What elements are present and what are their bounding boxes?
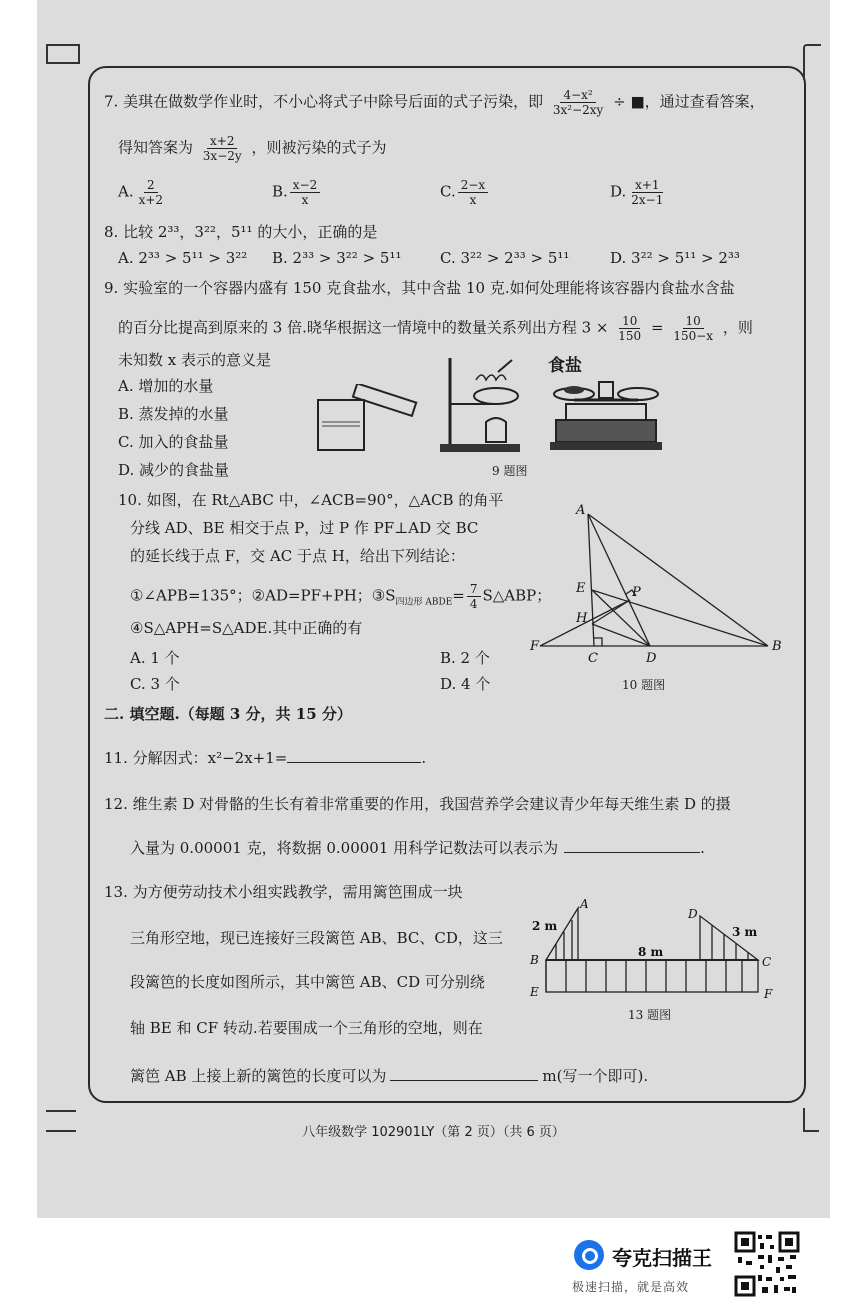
point-label-p: P: [632, 585, 641, 600]
q10-option-a: A. 1 个: [130, 649, 180, 667]
label-cd-length: 3 m: [732, 925, 758, 939]
q10-caption: 10 题图: [622, 678, 666, 692]
option-label: B.: [272, 182, 288, 201]
point-label-e: E: [576, 581, 586, 596]
q10-fraction: [467, 582, 481, 611]
q10-subscript: 四边形 ABDE: [395, 597, 453, 608]
q8-stem: 8. 比较 2³³，3²²，5¹¹ 的大小，正确的是: [104, 223, 378, 241]
frac-den: x: [469, 193, 477, 207]
q13-line5: [130, 1066, 648, 1086]
q10-line5: ④S△APH=S△ADE.其中正确的有: [130, 619, 363, 637]
q9-option-b: B. 蒸发掉的水量: [118, 405, 229, 423]
q7-answer-fraction: [200, 134, 245, 163]
q13-answer-blank[interactable]: [390, 1066, 538, 1081]
segment-be: [592, 590, 768, 646]
q9-equals: =: [650, 318, 664, 337]
q10-option-d: D. 4 个: [440, 675, 491, 693]
qr-code-icon[interactable]: [734, 1231, 800, 1297]
q13-line2: 三角形空地，现已连接好三段篱笆 AB、BC、CD，这三: [130, 929, 503, 947]
q7-text-tail: ÷ ■，通过查看答案，: [613, 92, 765, 111]
q13-fence-figure: [524, 890, 780, 1000]
q10-option-b: B. 2 个: [440, 649, 490, 667]
q9-salt-label: 食盐: [548, 356, 582, 376]
point-label-c: C: [588, 651, 598, 666]
point-label-e: E: [530, 985, 539, 999]
frac-den: 4: [469, 597, 478, 611]
label-bc-length: 8 m: [638, 945, 664, 959]
q9-line1: 9. 实验室的一个容器内盛有 150 克食盐水，其中含盐 10 克.如何处理能将该容器内食盐水含盐: [104, 279, 735, 297]
q12-line1: 12. 维生素 D 对骨骼的生长有着非常重要的作用，我国营养学会建议青少年每天维生素 D 的摄: [104, 795, 731, 813]
option-fraction: [290, 178, 320, 207]
q9-line3: 未知数 x 表示的意义是: [118, 351, 271, 369]
q10-triangle-figure: [526, 498, 788, 668]
q9-beaker-figure: [310, 384, 420, 454]
q13-text: 篱笆 AB 上接上新的篱笆的长度可以为: [130, 1067, 387, 1085]
q11-line: 11. 分解因式：x²−2x+1= .: [104, 749, 427, 767]
q10-line3: 的延长线于点 F，交 AC 于点 H，给出下列结论：: [130, 547, 465, 565]
point-label-d: D: [688, 907, 698, 921]
q9-option-d: D. 减少的食盐量: [118, 461, 230, 479]
segment-ab: [588, 514, 768, 646]
q12-line2: 入量为 0.00001 克，将数据 0.00001 用科学记数法可以表示为 .: [130, 839, 705, 857]
option-label: A.: [118, 182, 134, 201]
frac-num: 2: [144, 178, 158, 193]
q7-option-b: [272, 178, 322, 207]
q7-line2: [118, 134, 386, 163]
frac-den: 150: [618, 329, 642, 343]
point-label-d: D: [646, 651, 657, 666]
q7-answer-label: 得知答案为: [118, 138, 194, 157]
q7-text: 7. 美琪在做数学作业时，不小心将式子中除号后面的式子污染，即: [104, 92, 544, 111]
quark-logo-icon: [574, 1240, 604, 1270]
q7-frac-num: 4−x²: [560, 88, 595, 103]
q9-frac-2: [670, 314, 716, 343]
q12-answer-blank[interactable]: [564, 838, 700, 853]
q8-option-a: A. 2³³ > 5¹¹ > 3²²: [118, 249, 248, 267]
frac-num: x+1: [632, 178, 662, 193]
right-angle-c: [594, 638, 602, 646]
q9-line2: [118, 314, 753, 343]
point-label-f: F: [764, 987, 773, 1000]
q7-fraction: [550, 88, 606, 117]
q10-line2: 分线 AD、BE 相交于点 P，过 P 作 PF⊥AD 交 BC: [130, 519, 479, 537]
q13-text-tail: m(写一个即可).: [542, 1067, 649, 1085]
q9-evaporation-figure: [436, 350, 524, 454]
frac-den: 2x−1: [631, 193, 664, 207]
label-ab-length: 2 m: [532, 919, 558, 933]
q10-conclusions-tail: S△ABP；: [482, 586, 552, 605]
q13-line1: 13. 为方便劳动技术小组实践教学，需用篱笆围成一块: [104, 883, 463, 901]
corner-mark-top-left: [46, 44, 80, 64]
q10-equals: =: [452, 586, 465, 605]
q7-frac-den: 3x²−2xy: [552, 103, 604, 117]
point-label-f: F: [530, 639, 540, 654]
point-label-c: C: [762, 955, 772, 969]
q7-option-c: [440, 178, 490, 207]
corner-mark-top-right: [803, 44, 821, 80]
q8-option-b: B. 2³³ > 3²² > 5¹¹: [272, 249, 402, 267]
frac-den: x: [301, 193, 309, 207]
frac-num: 10: [619, 314, 640, 329]
frac-num: 7: [467, 582, 481, 597]
q12-text: 入量为 0.00001 克，将数据 0.00001 用科学记数法可以表示为: [130, 839, 559, 857]
frac-den: x+2: [138, 193, 164, 207]
q13-caption: 13 题图: [628, 1008, 672, 1022]
q9-frac-1: [615, 314, 644, 343]
frac-num: 2−x: [458, 178, 488, 193]
q7-ans-den: 3x−2y: [202, 149, 242, 163]
option-fraction: [458, 178, 488, 207]
q9-balance-scale-figure: [544, 378, 668, 454]
q10-option-c: C. 3 个: [130, 675, 180, 693]
q13-line4: 轴 BE 和 CF 转动.若要围成一个三角形的空地，则在: [130, 1019, 483, 1037]
q7-ans-num: x+2: [207, 134, 237, 149]
fence-ab: [546, 908, 578, 960]
frac-num: 10: [683, 314, 704, 329]
page-footer: 八年级数学 102901LY（第 2 页）（共 6 页）: [302, 1125, 565, 1140]
q10-line1: 10. 如图，在 Rt△ABC 中，∠ACB=90°，△ACB 的角平: [118, 491, 504, 509]
q7-option-d: [610, 178, 668, 207]
option-fraction: [136, 178, 166, 207]
point-label-a: A: [576, 503, 586, 518]
q10-conclusions: ①∠APB=135°；②AD=PF+PH；③S: [130, 586, 396, 605]
option-label: C.: [440, 182, 456, 201]
section-2-heading: 二. 填空题.（每题 3 分，共 15 分）: [104, 705, 352, 723]
q7-answer-tail: ，则被污染的式子为: [251, 138, 387, 157]
q9-text: 的百分比提高到原来的 3 倍.晓华根据这一情境中的数量关系列出方程 3 ×: [118, 318, 609, 337]
q9-option-c: C. 加入的食盐量: [118, 433, 229, 451]
q13-line3: 段篱笆的长度如图所示，其中篱笆 AB、CD 可分别绕: [130, 973, 485, 991]
frac-den: 150−x: [673, 329, 714, 343]
point-label-a: A: [580, 897, 589, 911]
q11-text: 11. 分解因式：x²−2x+1=: [104, 749, 288, 767]
q8-option-d: D. 3²² > 5¹¹ > 2³³: [610, 249, 740, 267]
scanner-brand: [568, 1236, 728, 1296]
point-label-h: H: [576, 611, 588, 626]
point-label-b: B: [772, 639, 782, 654]
point-label-b: B: [530, 953, 539, 967]
q7-line1: [104, 88, 765, 117]
fence-bc-posts: [566, 960, 742, 992]
q11-answer-blank[interactable]: [287, 748, 421, 763]
brand-slogan: 极速扫描，就是高效: [572, 1280, 690, 1294]
segment-ac: [588, 514, 594, 646]
q10-line4: [130, 582, 551, 613]
q9-option-a: A. 增加的水量: [118, 377, 214, 395]
q9-caption: 9 题图: [492, 464, 528, 478]
q9-text-tail: ，则: [722, 318, 753, 337]
frac-num: x−2: [290, 178, 320, 193]
option-fraction: [628, 178, 666, 207]
brand-name: 夸克扫描王: [612, 1246, 712, 1270]
option-label: D.: [610, 182, 627, 201]
q7-option-a: [118, 178, 168, 207]
q8-option-c: C. 3²² > 2³³ > 5¹¹: [440, 249, 570, 267]
